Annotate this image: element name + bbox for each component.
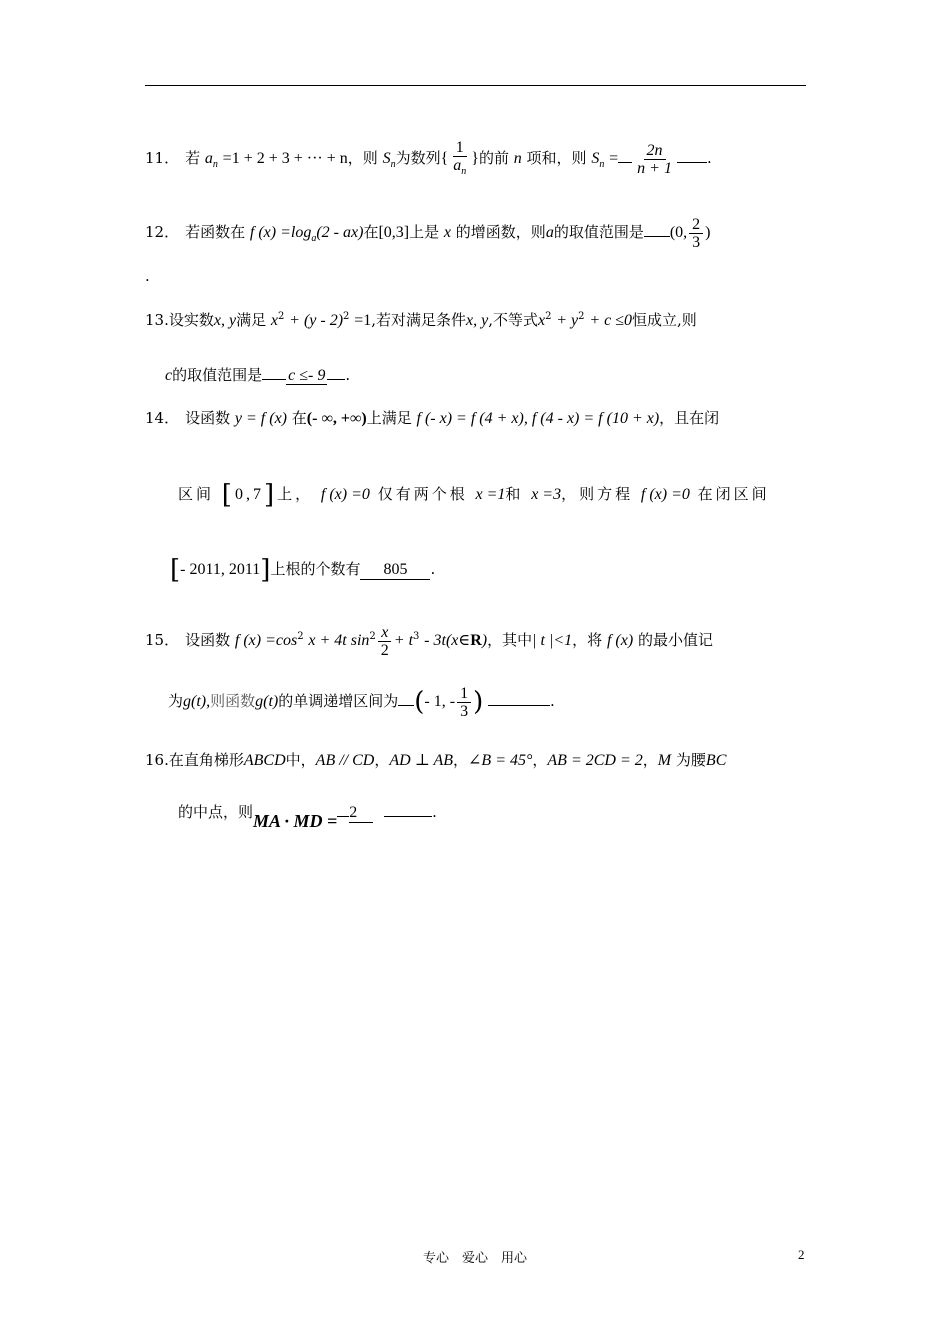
answer-blank (488, 693, 550, 706)
problem-15: 15． 设函数 f $(x) =\cos^2$ x + 4t $\sin^2$ $\frac{x}{2}$ + $t^3$ - 3t(x∈R)，其中| t |<1，将 f (x) 的最小值记 (145, 623, 713, 659)
problem-number: 13. (145, 311, 169, 329)
problem-14-line3: [- 2011, 2011]上根的个数有 805 . (170, 555, 436, 585)
answer-blank (618, 150, 632, 163)
answer: 805 (360, 561, 430, 580)
problem-number: 15． (145, 631, 180, 649)
problem-number: 12． (145, 223, 180, 241)
answer: c ≤- 9 (288, 367, 326, 384)
problem-12-end: . (145, 267, 150, 285)
answer: 2 (349, 804, 373, 823)
answer: (0, (669, 224, 688, 241)
problem-16-line2: 的中点，则MA · MD = 2 . (178, 803, 437, 831)
problem-13-line2: c的取值范围是 c ≤- 9 . (165, 366, 351, 384)
problem-number: 14． (145, 409, 180, 427)
answer-blank (337, 804, 349, 817)
answer-blank (677, 150, 707, 163)
header-rule (145, 85, 806, 86)
problem-13: 13.设实数x, y满足 $x^2 + (y - 2)^2 =1$,若对满足条件x, y,不等式$x^2 + y^2 + c \le 0$恒成立,则 (145, 311, 697, 329)
problem-11: 11． 若 $a_n =1 + 2 + 3$ + ··· + n，则 $S_n$为数列{ $\frac{1}{a_n}$ }的前 n 项和，则 $S_n$ = $\frac{2n}{n + 1}$ . (145, 138, 806, 178)
page-footer: 专心 爱心 用心 (422, 1251, 527, 1266)
answer-blank (644, 224, 670, 237)
problem-number: 11． (145, 149, 180, 167)
answer-blank (262, 367, 286, 380)
answer: - 1, - (424, 693, 456, 710)
answer-blank (327, 367, 345, 380)
answer-blank (398, 693, 414, 706)
problem-12: 12． 若函数在 f $(x) =\log_a(2 - ax)$在[0,3]上是 x 的增函数，则a的取值范围是 (0, $\frac{2}{3}$ ) (145, 215, 711, 251)
problem-14: 14． 设函数 y = f (x) 在(- ∞, +∞)上满足 f (- x) = f (4 + x), f (4 - x) = f (10 + x)，且在闭 (145, 409, 720, 427)
page-number: 2 (798, 1247, 805, 1262)
problem-15-line2: 为g(t),则函数g(t)的单调递增区间为 (- 1, - $\frac{1}{3}$ ) . (168, 684, 555, 720)
answer-fraction: $\frac{2n}{n + 1}$ (637, 141, 672, 177)
fraction: $\frac{1}{a_n}$ (453, 138, 467, 177)
problem-number: 16. (145, 751, 169, 769)
problem-16: 16.在直角梯形ABCD中，AB // CD，AD ⊥ AB，∠B = 45°，AB = 2CD = 2，M 为腰BC (145, 751, 727, 769)
problem-14-line2: 区间 [0,7]上， f (x) =0 仅有两个根 x =1和 x =3，则方程 f (x) =0 在闭区间 (178, 480, 770, 510)
answer-blank (384, 804, 432, 817)
